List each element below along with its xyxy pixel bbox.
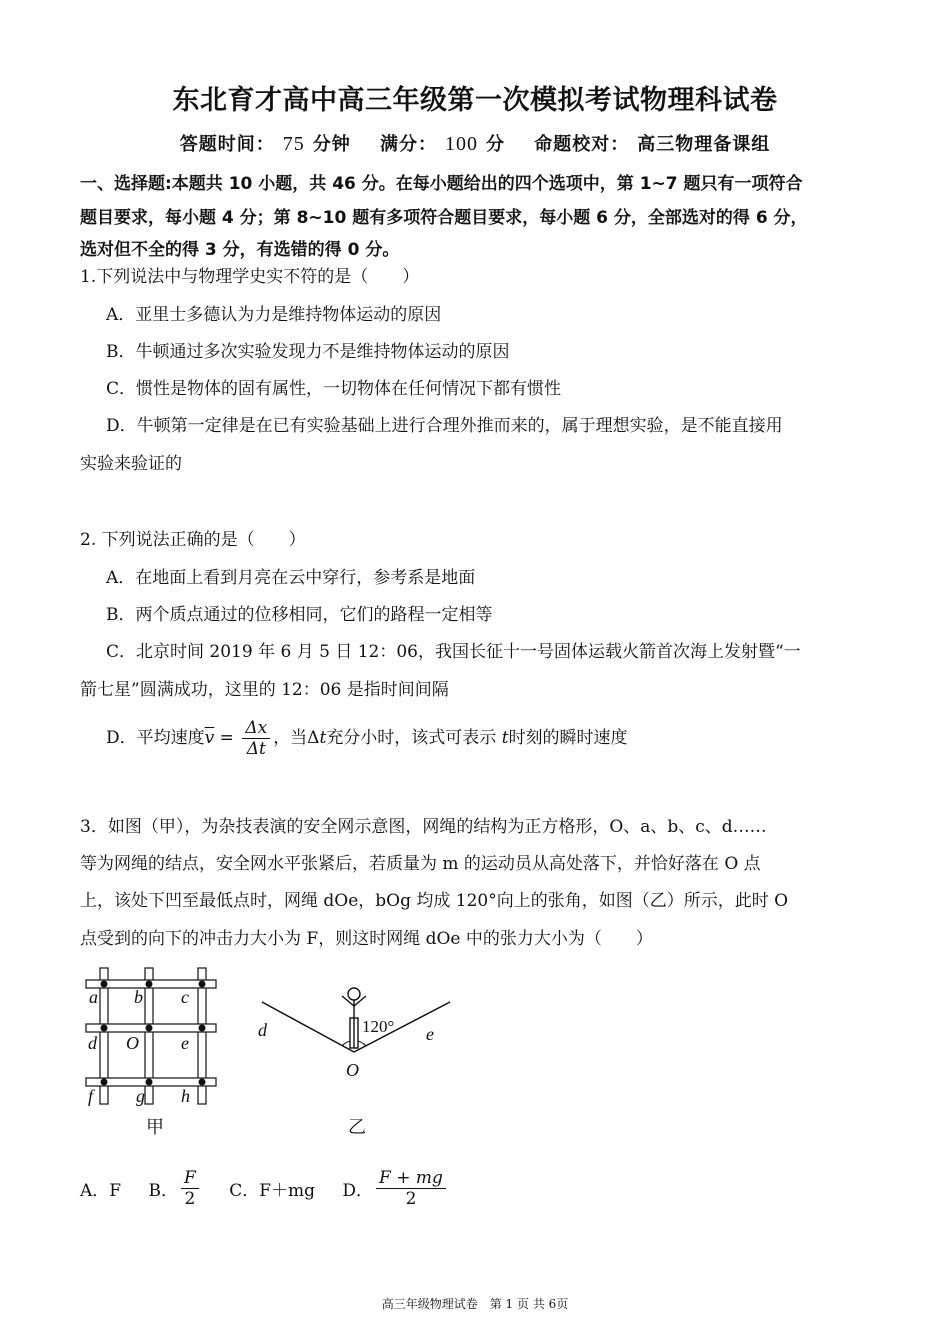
q3-stem-line-1: 3．如图（甲），为杂技表演的安全网示意图，网绳的结构为正方格形，O、a、b、c、d…… <box>80 817 767 837</box>
time-unit: 分钟 <box>312 134 351 155</box>
q2-d-suffix: 时刻的瞬时速度 <box>508 728 628 748</box>
node-h <box>199 1079 206 1086</box>
q1-option-a: A．亚里士多德认为力是维持物体运动的原因 <box>106 305 442 325</box>
q2-d-mid2: 充分小时，该式可表示 <box>326 728 502 748</box>
q3-options <box>80 1168 471 1209</box>
q2-option-c-cont: 箭七星”圆满成功，这里的 12：06 是指时间间隔 <box>80 680 449 700</box>
node-c <box>199 981 206 988</box>
q3-option-c: C．F＋mg <box>229 1181 315 1201</box>
avg-velocity-symbol: $\overline{v}$ <box>204 728 215 748</box>
q2-stem: 2. 下列说法正确的是（ ） <box>80 530 306 550</box>
q2-d-mid: ，当Δ <box>273 728 320 748</box>
q1-option-c: C．惯性是物体的固有属性，一切物体在任何情况下都有惯性 <box>106 379 562 399</box>
q2-d-t: t <box>319 728 327 748</box>
label-e: e <box>181 1033 189 1053</box>
q3-option-a: A．F <box>80 1181 122 1201</box>
q2-d-eq: = <box>214 728 240 748</box>
athlete-right-arm <box>354 996 366 1006</box>
q3-option-b-fraction <box>181 1168 199 1209</box>
node-b <box>146 981 153 988</box>
node-o <box>146 1025 153 1032</box>
node-f <box>101 1079 108 1086</box>
q3-stem-line-3: 上，该处下凹至最低点时，网绳 dOe，bOg 均成 120°向上的张角，如图（乙）所示，此时 O <box>80 891 789 911</box>
q1-stem: 1.下列说法中与物理学史实不符的是（ ） <box>80 267 420 287</box>
q3-stem-line-4: 点受到的向下的冲击力大小为 F，则这时网绳 dOe 中的张力大小为（ ） <box>80 929 653 949</box>
athlete-left-arm <box>342 996 354 1006</box>
q2-d-prefix: D．平均速度 <box>106 728 205 748</box>
fraction-denominator: Δt <box>246 739 266 759</box>
figure-2-caption: 乙 <box>348 1117 366 1137</box>
label-d-side: d <box>258 1020 267 1040</box>
figure-net-sag <box>250 980 460 1140</box>
q3-stem-line-2: 等为网绳的结点，安全网水平张紧后，若质量为 m 的运动员从高处落下，并恰好落在 O 点 <box>80 854 761 874</box>
q3-option-d-prefix: D． <box>342 1181 374 1201</box>
score-value: 100 <box>445 133 478 155</box>
q1-option-d-cont: 实验来验证的 <box>80 454 182 474</box>
section-instruction-line-3: 选对但不全的得 3 分，有选错的得 0 分。 <box>80 240 400 260</box>
fraction-numerator: Δx <box>242 718 270 739</box>
q3-b-numerator: F <box>181 1168 199 1189</box>
q1-option-d: D．牛顿第一定律是在已有实验基础上进行合理外推而来的，属于理想实验，是不能直接用 <box>106 416 783 436</box>
label-g: g <box>136 1086 145 1106</box>
time-label: 答题时间： <box>179 134 275 155</box>
label-e-side: e <box>426 1024 434 1044</box>
label-f: f <box>88 1086 94 1106</box>
q3-b-denominator: 2 <box>184 1189 196 1209</box>
velocity-fraction <box>242 718 270 759</box>
node-e <box>199 1025 206 1032</box>
q3-d-numerator: F + mg <box>376 1168 446 1189</box>
q3-option-b-prefix: B． <box>148 1181 178 1201</box>
angle-label: 120° <box>362 1017 395 1036</box>
editor-label: 命题校对： <box>534 134 630 155</box>
label-o: O <box>126 1033 139 1053</box>
athlete-head <box>348 988 360 1000</box>
label-c: c <box>181 987 189 1007</box>
q2-option-a: A．在地面上看到月亮在云中穿行，参考系是地面 <box>106 568 476 588</box>
section-instruction-line-1: 一、选择题:本题共 10 小题，共 46 分。在每小题给出的四个选项中，第 1~7 题只有一项符合 <box>80 174 803 194</box>
q2-d-t2: t <box>501 728 509 748</box>
q3-option-b <box>148 1168 201 1209</box>
node-a <box>101 981 108 988</box>
score-unit: 分 <box>486 134 505 155</box>
label-d: d <box>88 1033 97 1053</box>
label-o-point: O <box>346 1060 359 1080</box>
q2-option-d <box>106 715 628 761</box>
label-a: a <box>89 987 98 1007</box>
page-footer: 高三年级物理试卷 第 1 页 共 6页 <box>381 1297 569 1311</box>
figure-net-grid <box>80 960 240 1140</box>
section-instruction-line-2: 题目要求，每小题 4 分；第 8~10 题有多项符合题目要求，每小题 6 分，全部选对的得 6 分， <box>80 208 808 228</box>
q2-option-b: B．两个质点通过的位移相同，它们的路程一定相等 <box>106 605 493 625</box>
exam-meta <box>0 130 950 156</box>
q3-option-d <box>342 1168 449 1209</box>
q1-option-b: B．牛顿通过多次实验发现力不是维持物体运动的原因 <box>106 342 510 362</box>
rope-do <box>262 1002 354 1052</box>
q2-option-c: C．北京时间 2019 年 6 月 5 日 12：06，我国长征十一号固体运载火箭首次海上发射暨“一 <box>106 642 801 662</box>
node-g <box>146 1079 153 1086</box>
score-label: 满分： <box>380 134 437 155</box>
label-b: b <box>134 987 143 1007</box>
page-title: 东北育才高中高三年级第一次模拟考试物理科试卷 <box>172 85 778 116</box>
node-d <box>101 1025 108 1032</box>
label-h: h <box>181 1086 190 1106</box>
q3-option-d-fraction <box>376 1168 446 1209</box>
time-value: 75 <box>282 133 305 155</box>
editor-value: 高三物理备课组 <box>637 134 771 155</box>
q3-d-denominator: 2 <box>405 1189 417 1209</box>
figure-1-caption: 甲 <box>146 1117 164 1137</box>
